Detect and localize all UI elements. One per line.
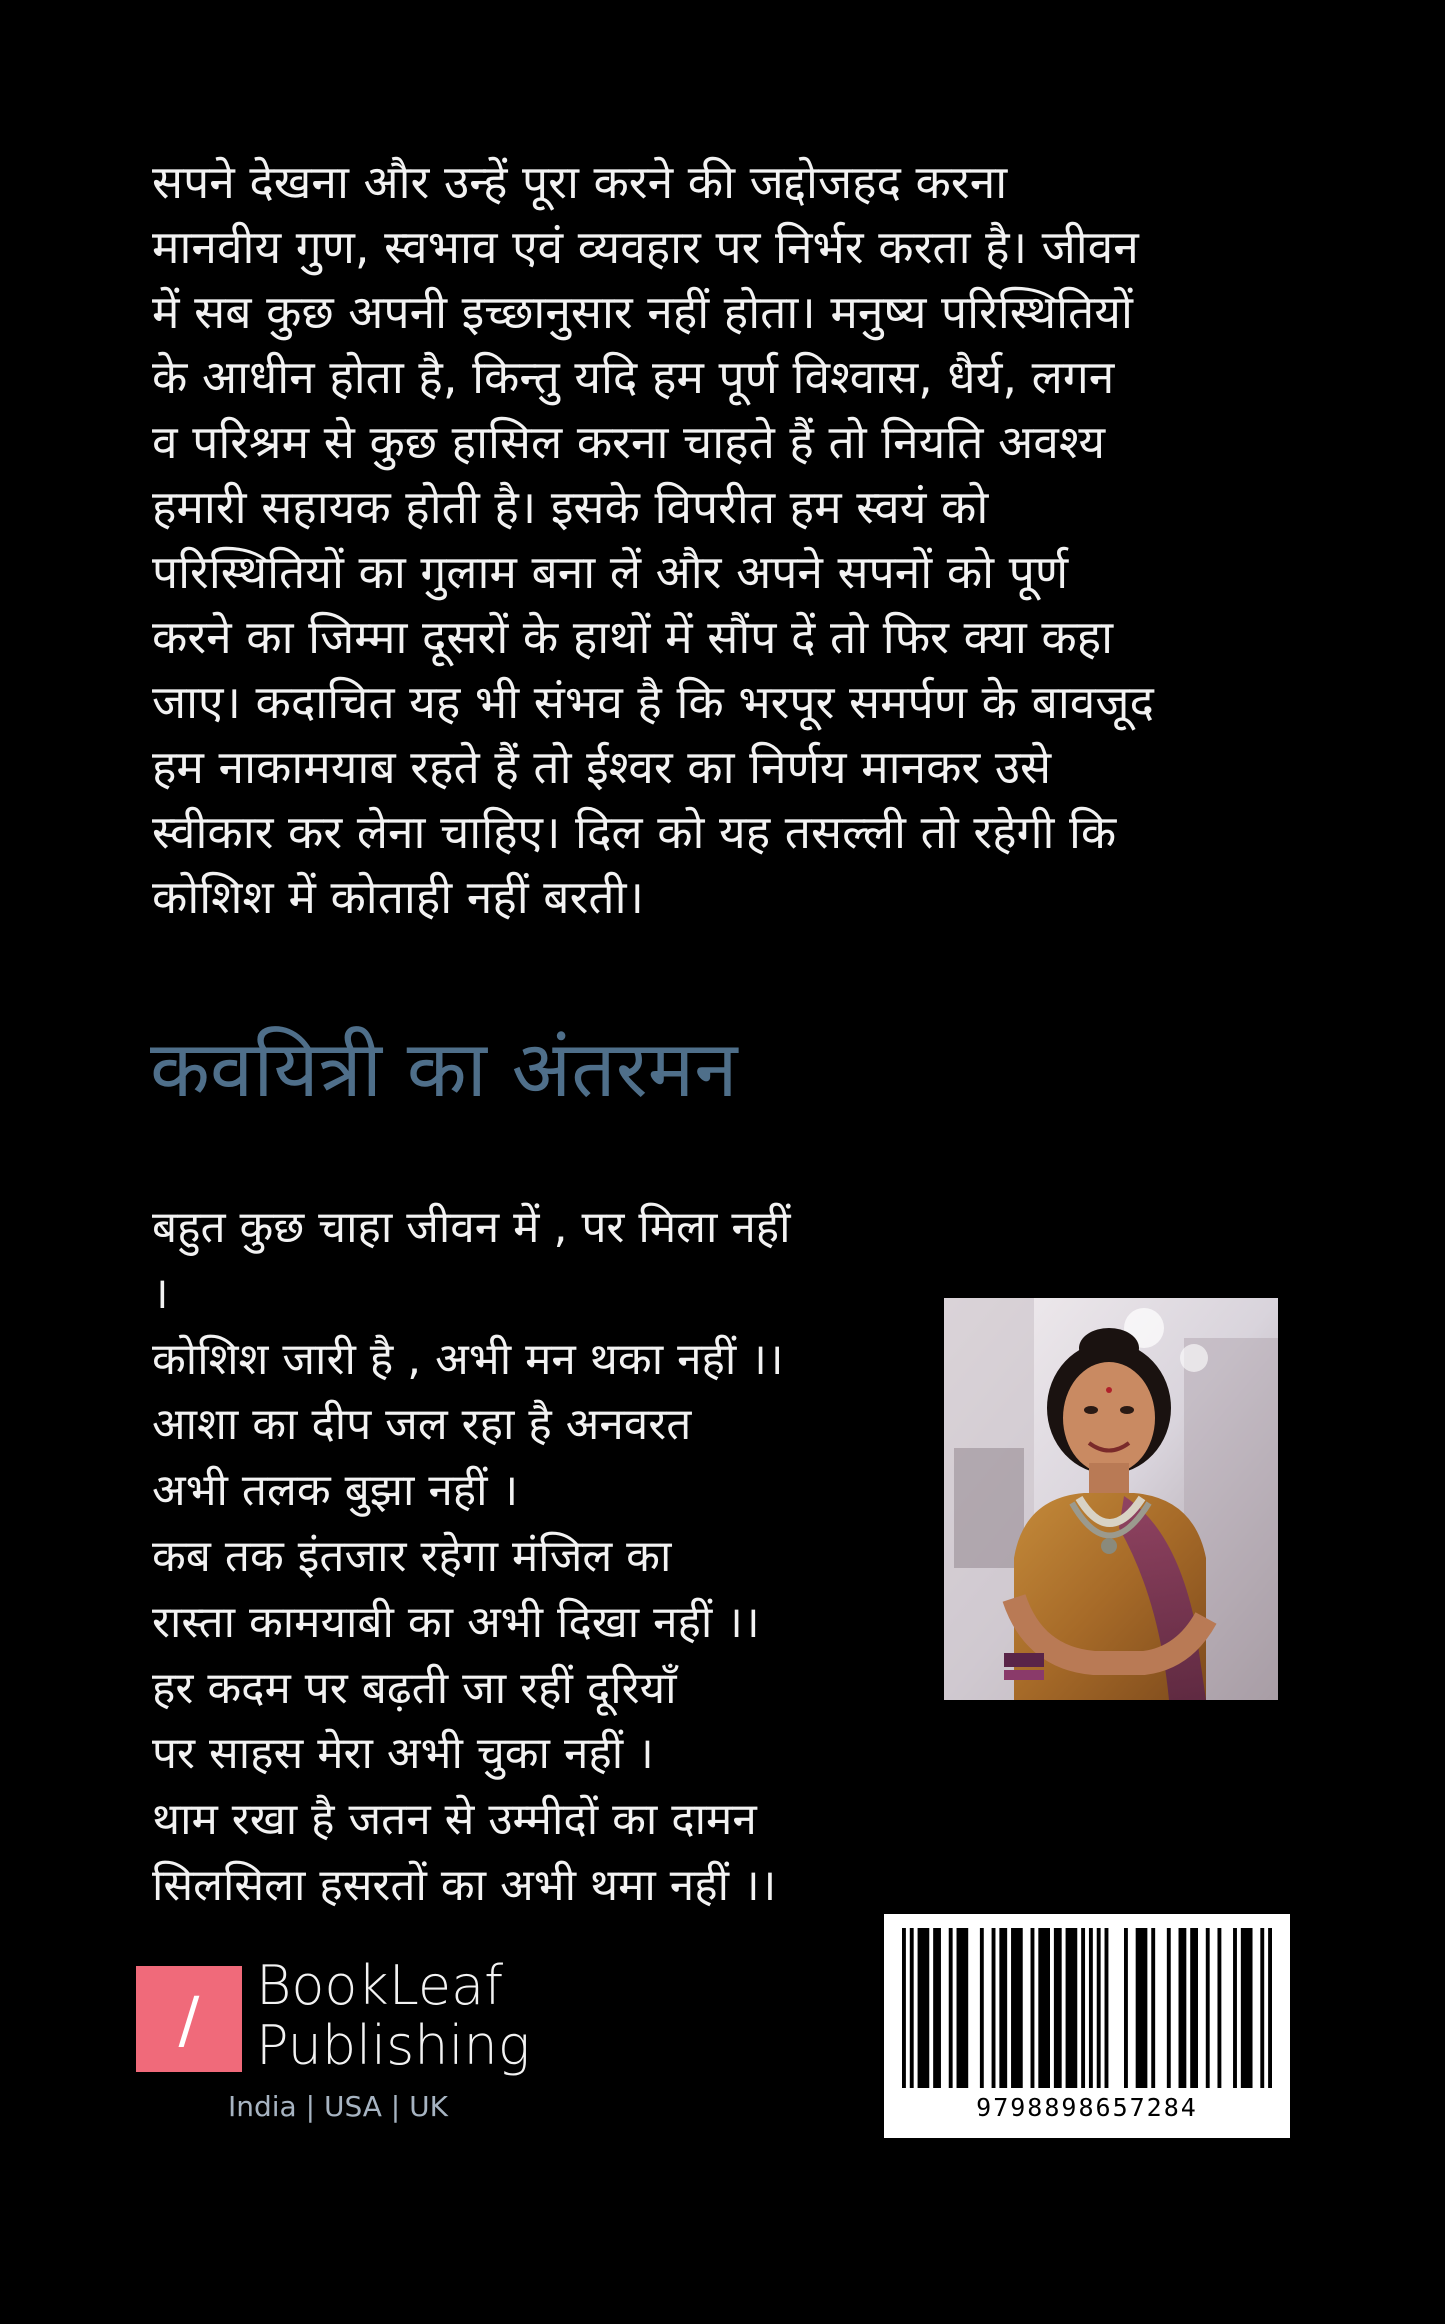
barcode-bar [1268, 1928, 1272, 2088]
barcode-bar [1206, 1928, 1210, 2088]
poem-line: आशा का दीप जल रहा है अनवरत [152, 1399, 692, 1451]
poem-line: अभी तलक बुझा नहीं । [152, 1465, 519, 1517]
poem-line: सिलसिला हसरतों का अभी थमा नहीं ।। [152, 1859, 777, 1911]
publisher-logo [136, 1966, 242, 2072]
isbn-number: 9798898657284 [976, 2093, 1198, 2122]
barcode-bar [1190, 1928, 1198, 2088]
synopsis-line: स्वीकार कर लेना चाहिए। दिल को यह तसल्ली तो रहेगी कि [152, 805, 1117, 859]
synopsis-line: हमारी सहायक होती है। इसके विपरीत हम स्वयं को [152, 480, 989, 534]
barcode-bar [1260, 1928, 1264, 2088]
barcode-bar [980, 1928, 984, 2088]
author-portrait-icon [944, 1298, 1278, 1700]
synopsis-text [152, 150, 1242, 930]
barcode-bar [910, 1928, 914, 2088]
poem-line: रास्ता कामयाबी का अभी दिखा नहीं ।। [152, 1596, 760, 1648]
barcode-bar [1089, 1928, 1093, 2088]
barcode-bar [1097, 1928, 1101, 2088]
barcode-bar [1136, 1928, 1148, 2088]
barcode-bar [1179, 1928, 1187, 2088]
poem-line: । [152, 1267, 169, 1319]
synopsis-line: जाए। कदाचित यह भी संभव है कि भरपूर समर्पण के बावजूद [152, 675, 1154, 729]
barcode-bar [933, 1928, 941, 2088]
barcode-bar [1038, 1928, 1050, 2088]
barcode-bar [999, 1928, 1007, 2088]
barcode-bar [1241, 1928, 1253, 2088]
barcode-bar [1124, 1928, 1128, 2088]
synopsis-line: परिस्थितियों का गुलाम बना लें और अपने सपनों को पूर्ण [152, 545, 1069, 599]
synopsis-line: हम नाकामयाब रहते हैं तो ईश्वर का निर्णय मानकर उसे [152, 740, 1052, 794]
barcode-bar [902, 1928, 906, 2088]
poem-line: कब तक इंतजार रहेगा मंजिल का [152, 1530, 672, 1582]
isbn-barcode [884, 1914, 1290, 2138]
section-heading: कवयित्री का अंतरमन [150, 1025, 738, 1115]
poem-line: कोशिश जारी है , अभी मन थका नहीं ।। [152, 1333, 784, 1385]
poem-line: थाम रखा है जतन से उम्मीदों का दामन [152, 1794, 757, 1846]
poem-line: पर साहस मेरा अभी चुका नहीं । [152, 1728, 654, 1780]
barcode-bar [992, 1928, 996, 2088]
barcode-bar [957, 1928, 969, 2088]
barcode-bar [1011, 1928, 1023, 2088]
barcode-bar [1066, 1928, 1078, 2088]
barcode-bar [949, 1928, 953, 2088]
barcode-bar [1233, 1928, 1237, 2088]
author-photo [944, 1298, 1278, 1700]
barcode-bar [918, 1928, 930, 2088]
barcode-bar [1151, 1928, 1155, 2088]
barcode-bar [1167, 1928, 1171, 2088]
poem [152, 1195, 932, 1919]
synopsis-line: सपने देखना और उन्हें पूरा करने की जद्दोजहद करना [152, 155, 1008, 209]
barcode-bar [1031, 1928, 1035, 2088]
poem-line: हर कदम पर बढ़ती जा रहीं दूरियाँ [152, 1662, 677, 1714]
barcode-bar [1217, 1928, 1221, 2088]
publisher-name [256, 1956, 530, 2076]
publisher-name-line1: BookLeaf [256, 1954, 504, 2017]
publisher-name-line2: Publishing [256, 2014, 531, 2077]
synopsis-line: में सब कुछ अपनी इच्छानुसार नहीं होता। मनुष्य परिस्थितियों [152, 285, 1133, 339]
synopsis-line: के आधीन होता है, किन्तु यदि हम पूर्ण विश्वास, धैर्य, लगन [152, 350, 1115, 404]
barcode-bar [1054, 1928, 1062, 2088]
publisher-logo-slash: / [178, 1982, 200, 2056]
synopsis-line: व परिश्रम से कुछ हासिल करना चाहते हैं तो नियति अवश्य [152, 415, 1106, 469]
synopsis-line: मानवीय गुण, स्वभाव एवं व्यवहार पर निर्भर करता है। जीवन [152, 220, 1139, 274]
publisher-regions: India | USA | UK [228, 2090, 448, 2123]
poem-line: बहुत कुछ चाहा जीवन में , पर मिला नहीं [152, 1202, 791, 1253]
synopsis-line: कोशिश में कोताही नहीं बरती। [152, 870, 644, 924]
synopsis-line: करने का जिम्मा दूसरों के हाथों में सौंप दें तो फिर क्या कहा [152, 610, 1114, 664]
barcode-bar [1105, 1928, 1109, 2088]
barcode-bar [1081, 1928, 1085, 2088]
